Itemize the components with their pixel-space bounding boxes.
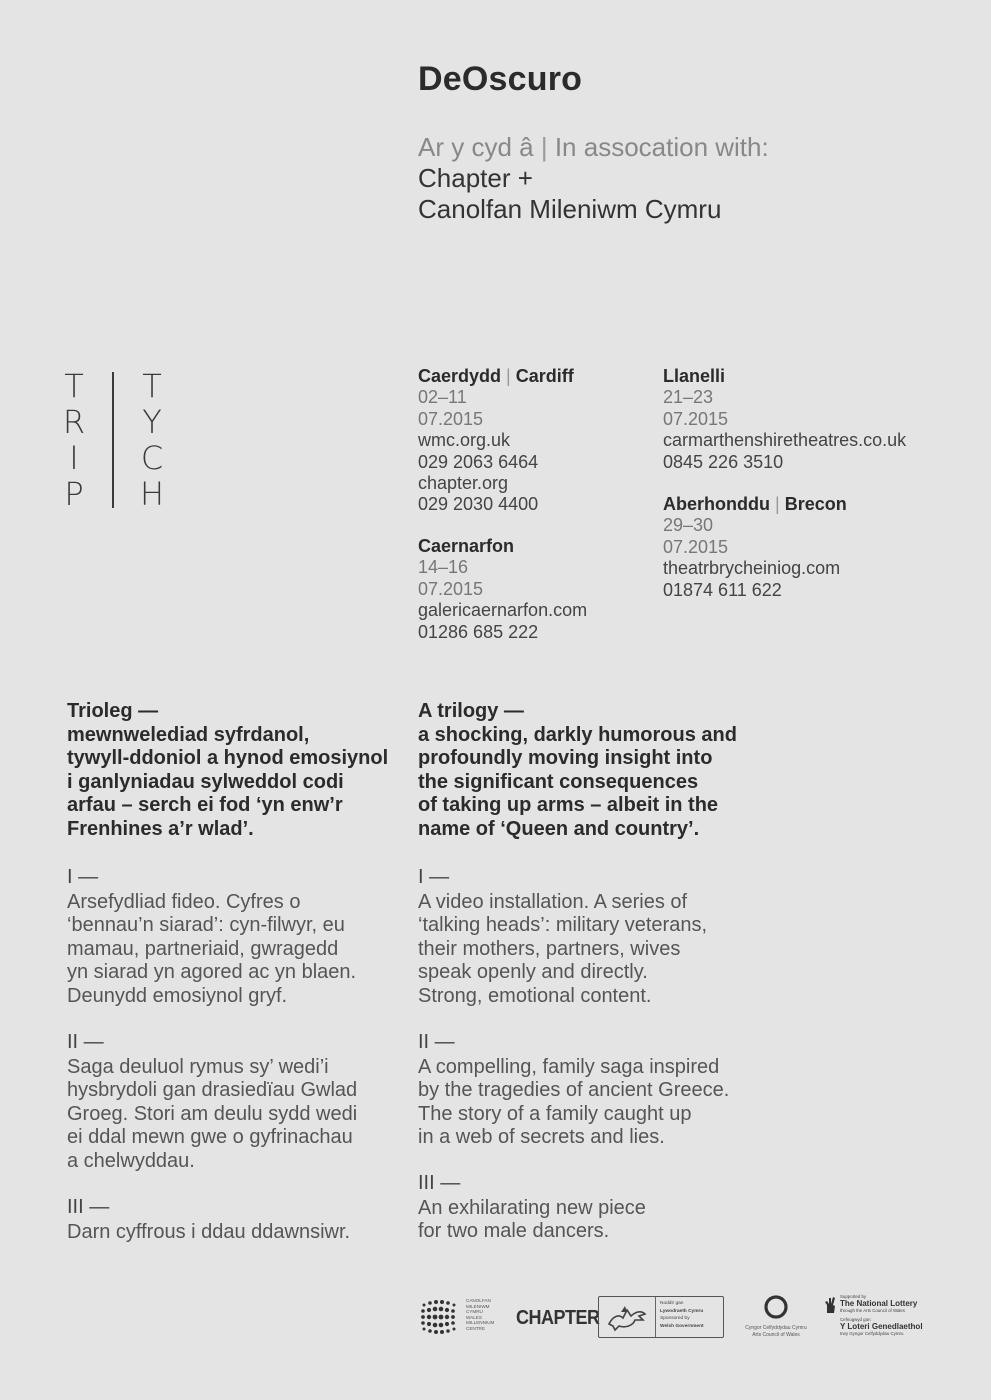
- part-numeral: I —: [418, 866, 450, 888]
- part-numeral: II —: [418, 1031, 455, 1053]
- part-numeral: I —: [67, 866, 99, 888]
- partner-wmc: Canolfan Mileniwm Cymru: [418, 194, 722, 224]
- venue-dates: 21–23: [663, 387, 714, 408]
- venue-name: [663, 494, 847, 515]
- part-numeral: III —: [67, 1196, 110, 1218]
- part-line: An exhilarating new piece: [418, 1196, 646, 1219]
- wmc-line: MILENIWM: [466, 1303, 490, 1309]
- venue-llanelli: [663, 366, 906, 473]
- venue-name: [418, 366, 574, 387]
- intro-line: tywyll-ddoniol a hynod emosiynol: [67, 747, 389, 770]
- wmc-line: CANOLFAN: [466, 1298, 491, 1303]
- part-line: for two male dancers.: [418, 1220, 610, 1243]
- venue-name-cy: Aberhonddu: [663, 494, 770, 514]
- venue-name-separator: |: [775, 494, 780, 514]
- part-line: by the tragedies of ancient Greece.: [418, 1079, 730, 1102]
- part-line: The story of a family caught up: [418, 1102, 692, 1125]
- venue-name-cy: Caerdydd: [418, 366, 502, 386]
- intro-lead: A trilogy —: [418, 700, 524, 722]
- part-line: Groeg. Stori am deulu sydd wedi: [67, 1102, 358, 1125]
- part-line: A video installation. A series of: [418, 890, 688, 913]
- intro-line: mewnwelediad syfrdanol,: [67, 723, 310, 746]
- venue-month: 07.2015: [663, 536, 729, 557]
- wg-line: Noddir gan: [660, 1301, 684, 1306]
- venue-dates: 02–11: [418, 387, 467, 408]
- welsh-intro: [67, 700, 407, 842]
- venue-website[interactable]: galericaernarfon.com: [418, 600, 588, 621]
- logo-letter: I: [69, 439, 79, 477]
- triptych-logo: [62, 368, 172, 513]
- lottery-line: Y Loteri Genedlaethol: [840, 1322, 923, 1332]
- welsh-government-logo: [598, 1296, 724, 1338]
- intro-line: i ganlyniadau sylweddol codi: [67, 770, 344, 793]
- venue-caernarfon: [418, 536, 587, 643]
- lottery-line: The National Lottery: [840, 1299, 918, 1309]
- venue-website[interactable]: carmarthenshiretheatres.co.uk: [663, 430, 907, 451]
- part-line: Darn cyffrous i ddau ddawnsiwr.: [67, 1220, 351, 1243]
- venue-name-en: Brecon: [784, 494, 847, 514]
- wg-line: Lywodraeth Cymru: [660, 1308, 704, 1314]
- venue-name-en: Cardiff: [515, 366, 574, 386]
- english-part-2: [418, 1031, 758, 1150]
- welsh-part-2: [67, 1031, 407, 1174]
- partner-chapter: Chapter +: [418, 163, 533, 193]
- venue-cardiff: [418, 366, 574, 516]
- intro-line: name of ‘Queen and country’.: [418, 817, 700, 840]
- venue-phone: 0845 226 3510: [663, 451, 784, 472]
- welsh-part-3: [67, 1196, 407, 1244]
- association-en: In assocation with:: [554, 132, 769, 162]
- part-line: A compelling, family saga inspired: [418, 1055, 720, 1078]
- part-line: Saga deuluol rymus sy’ wedi’i: [67, 1055, 329, 1078]
- part-line: ‘bennau’n siarad’: cyn-filwyr, eu: [67, 914, 345, 937]
- wmc-logo: [418, 1298, 495, 1341]
- welsh-part-1: [67, 866, 407, 1009]
- intro-lead: Trioleg —: [67, 700, 159, 722]
- part-line: their mothers, partners, wives: [418, 937, 681, 960]
- wmc-line: MILLENNIUM: [466, 1320, 495, 1326]
- venue-website[interactable]: chapter.org: [418, 473, 509, 494]
- logo-left-column: [62, 368, 86, 512]
- wg-line: Sponsored by: [660, 1316, 690, 1322]
- english-part-1: [418, 866, 758, 1009]
- english-part-3: [418, 1172, 758, 1244]
- wg-line: Welsh Government: [660, 1323, 704, 1329]
- wmc-dots-icon: [418, 1298, 460, 1336]
- part-line: Strong, emotional content.: [418, 984, 652, 1007]
- part-line: speak openly and directly.: [418, 961, 648, 984]
- acw-line: Cyngor Celfyddydau Cymru: [745, 1325, 807, 1331]
- wg-divider: [655, 1297, 656, 1337]
- association-separator: |: [540, 132, 548, 162]
- venue-month: 07.2015: [418, 578, 484, 599]
- venue-month: 07.2015: [663, 408, 729, 429]
- venue-name: Llanelli: [663, 366, 726, 386]
- wmc-text: [466, 1298, 506, 1332]
- arts-council-ring-icon: [763, 1294, 789, 1320]
- crossed-fingers-icon: [822, 1296, 838, 1314]
- part-line: ‘talking heads’: military veterans,: [418, 914, 708, 937]
- venue-website[interactable]: theatrbrycheiniog.com: [663, 558, 841, 579]
- company-name: DeOscuro: [418, 60, 583, 98]
- english-intro: [418, 700, 758, 842]
- lottery-text: [840, 1294, 938, 1337]
- part-numeral: II —: [67, 1031, 104, 1053]
- intro-line: of taking up arms – albeit in the: [418, 794, 719, 817]
- part-line: ei ddal mewn gwe o gyfrinachau: [67, 1126, 353, 1149]
- logo-letter: Y: [142, 403, 162, 441]
- venue-phone: 01874 611 622: [663, 579, 782, 600]
- venue-website[interactable]: wmc.org.uk: [418, 430, 511, 451]
- wg-text: [660, 1300, 720, 1330]
- logo-letter: R: [62, 403, 86, 441]
- part-line: a chelwyddau.: [67, 1149, 195, 1172]
- part-line: mamau, partneriaid, gwragedd: [67, 937, 339, 960]
- venue-dates: 29–30: [663, 515, 714, 536]
- lottery-line: through the Arts Council of Wales: [840, 1308, 905, 1314]
- venue-name-separator: |: [506, 366, 511, 386]
- sponsor-logos: [418, 1290, 938, 1344]
- logo-letter: T: [142, 367, 162, 405]
- venue-dates: 14–16: [418, 557, 469, 578]
- wmc-line: CYMRU: [466, 1309, 483, 1315]
- dragon-icon: [605, 1302, 649, 1332]
- part-line: in a web of secrets and lies.: [418, 1126, 665, 1149]
- part-line: hysbrydoli gan drasiedïau Gwlad: [67, 1079, 358, 1102]
- lottery-line: Cefnogwyd gan: [840, 1316, 871, 1322]
- venue-phone: 01286 685 222: [418, 621, 539, 642]
- acw-text: [734, 1325, 818, 1338]
- arts-council-logo: [734, 1294, 818, 1338]
- wmc-line: WALES: [466, 1314, 482, 1320]
- logo-letter: P: [64, 475, 84, 513]
- venue-name: Caernarfon: [418, 536, 515, 556]
- venue-phone: 029 2030 4400: [418, 494, 539, 515]
- logo-right-column: [140, 368, 164, 512]
- association-cy: Ar y cyd â: [418, 132, 534, 162]
- logo-letter: T: [64, 367, 84, 405]
- logo-letter: C: [140, 439, 164, 477]
- part-line: Arsefydliad fideo. Cyfres o: [67, 890, 301, 913]
- association-block: [418, 132, 769, 225]
- part-line: yn siarad yn agored ac yn blaen.: [67, 961, 357, 984]
- chapter-logo: CHAPTER: [516, 1305, 600, 1329]
- association-line: [418, 132, 769, 163]
- intro-line: a shocking, darkly humorous and: [418, 723, 737, 746]
- venue-brecon: [663, 494, 847, 601]
- part-line: Deunydd emosiynol gryf.: [67, 984, 288, 1007]
- acw-line: Arts Council of Wales: [752, 1331, 800, 1338]
- venue-phone: 029 2063 6464: [418, 451, 539, 472]
- intro-line: arfau – serch ei fod ‘yn enw’r: [67, 794, 343, 817]
- wmc-line: CENTRE: [466, 1325, 485, 1331]
- lottery-line: Supported by: [840, 1294, 867, 1299]
- intro-line: profoundly moving insight into: [418, 747, 713, 770]
- venue-month: 07.2015: [418, 408, 484, 429]
- intro-line: the significant consequences: [418, 770, 699, 793]
- intro-line: Frenhines a’r wlad’.: [67, 817, 254, 840]
- logo-letter: H: [140, 475, 165, 513]
- part-numeral: III —: [418, 1172, 461, 1194]
- logo-divider: [112, 372, 114, 508]
- lottery-line: trwy Gyngor Celfyddydau Cymru: [840, 1331, 904, 1337]
